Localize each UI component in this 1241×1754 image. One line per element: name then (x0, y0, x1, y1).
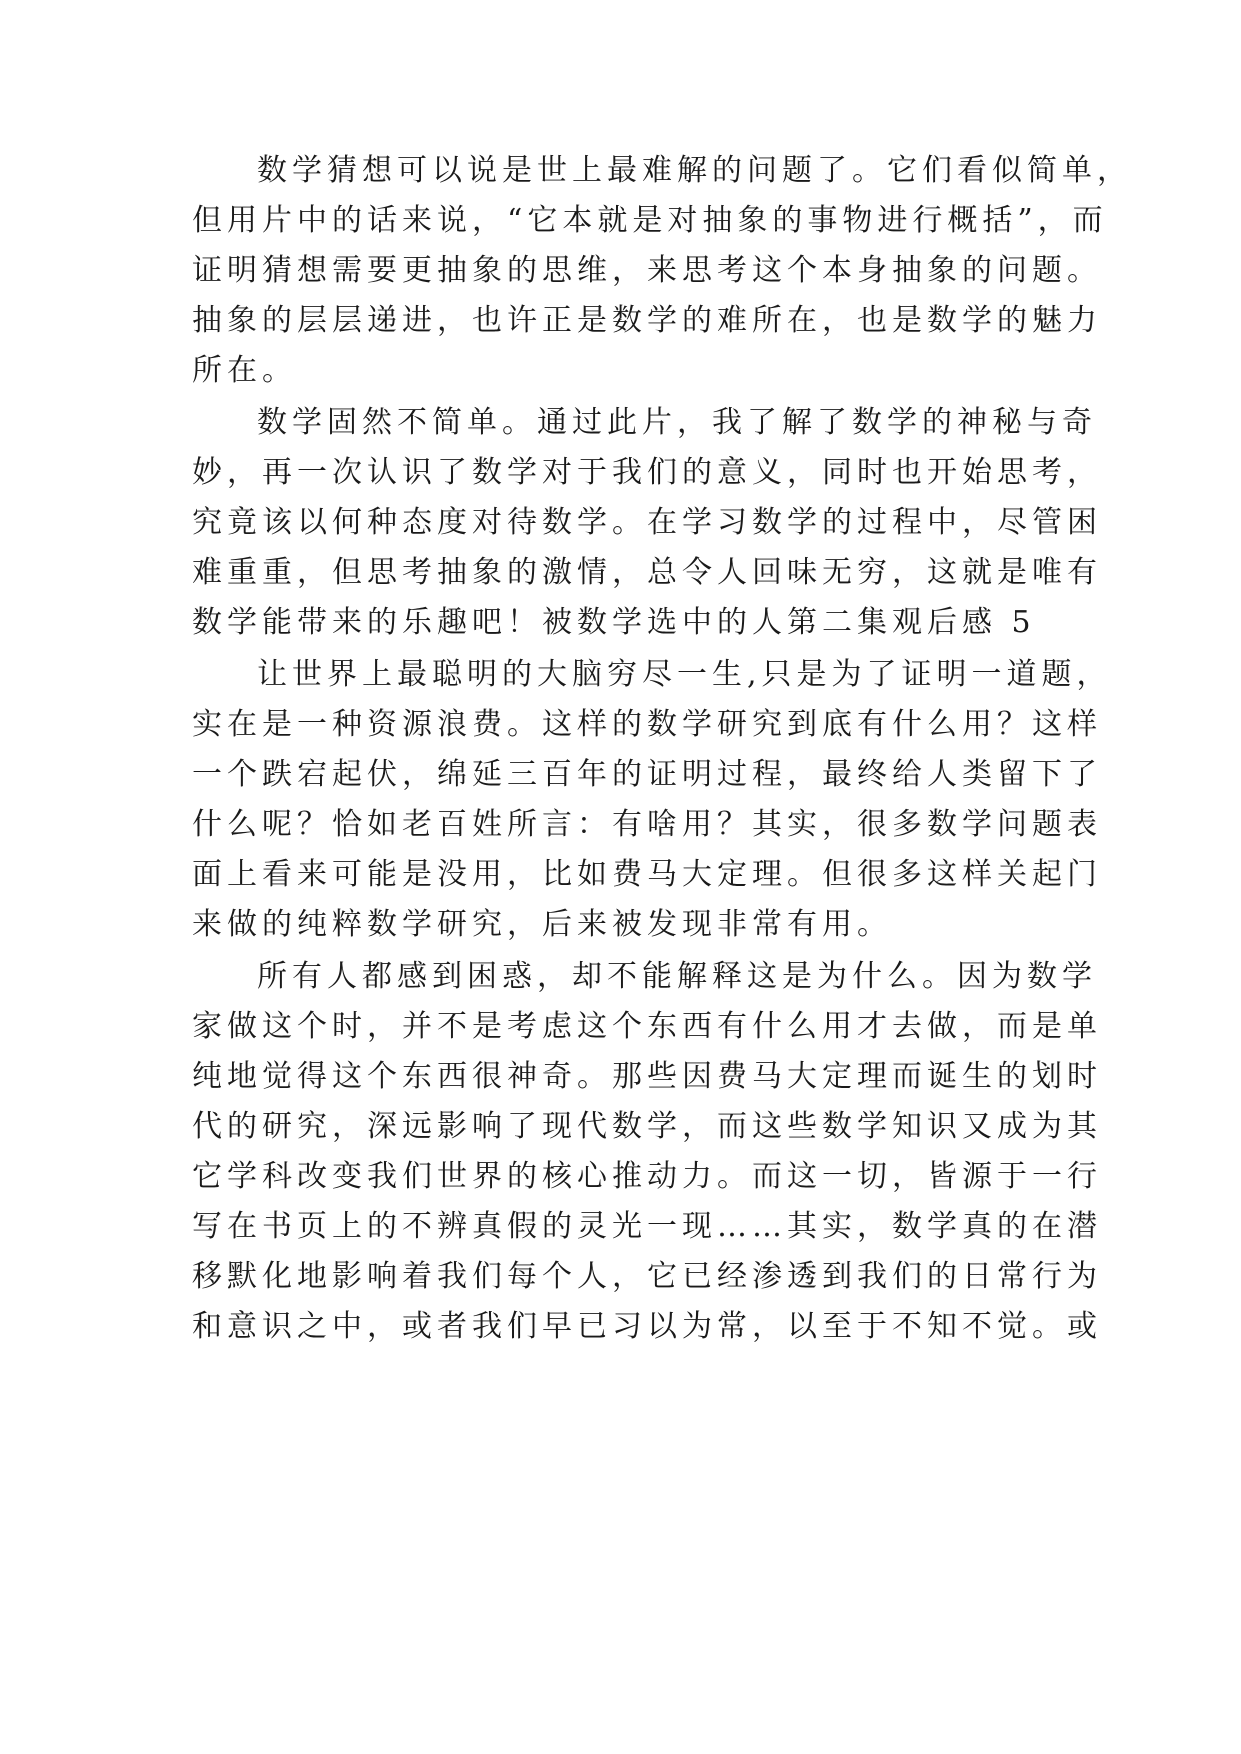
text-line: 来做的纯粹数学研究，后来被发现非常有用。 (192, 907, 892, 942)
text-line: 写在书页上的不辨真假的灵光一现……其实，数学真的在潜 (192, 1209, 1102, 1244)
text-line: 所有人都感到困惑，却不能解释这是为什么。因为数学 (257, 959, 1097, 994)
text-line: 实在是一种资源浪费。这样的数学研究到底有什么用？这样 (192, 707, 1102, 742)
text-line: 家做这个时，并不是考虑这个东西有什么用才去做，而是单 (192, 1009, 1102, 1044)
text-line: 它学科改变我们世界的核心推动力。而这一切，皆源于一行 (192, 1159, 1102, 1194)
text-line: 究竟该以何种态度对待数学。在学习数学的过程中，尽管困 (192, 505, 1102, 540)
text-line: 纯地觉得这个东西很神奇。那些因费马大定理而诞生的划时 (192, 1059, 1102, 1094)
text-line: 和意识之中，或者我们早已习以为常，以至于不知不觉。或 (192, 1309, 1102, 1344)
text-line: 移默化地影响着我们每个人，它已经渗透到我们的日常行为 (192, 1259, 1102, 1294)
text-line: 什么呢？恰如老百姓所言：有啥用？其实，很多数学问题表 (192, 807, 1102, 842)
text-line: 数学猜想可以说是世上最难解的问题了。它们看似简单， (257, 153, 1132, 188)
text-line: 难重重，但思考抽象的激情，总令人回味无穷，这就是唯有 (192, 555, 1102, 590)
text-line: 数学能带来的乐趣吧！被数学选中的人第二集观后感 5 (192, 605, 1036, 640)
text-line: 面上看来可能是没用，比如费马大定理。但很多这样关起门 (192, 857, 1102, 892)
text-line: 但用片中的话来说，“它本就是对抽象的事物进行概括”，而 (192, 203, 1108, 238)
text-line: 抽象的层层递进，也许正是数学的难所在，也是数学的魅力 (192, 303, 1102, 338)
text-line: 一个跌宕起伏，绵延三百年的证明过程，最终给人类留下了 (192, 757, 1102, 792)
text-line: 数学固然不简单。通过此片，我了解了数学的神秘与奇 (257, 405, 1097, 440)
text-line: 妙，再一次认识了数学对于我们的意义，同时也开始思考， (192, 455, 1102, 490)
text-line: 所在。 (192, 353, 297, 388)
text-line: 让世界上最聪明的大脑穷尽一生,只是为了证明一道题， (257, 657, 1112, 692)
text-line: 代的研究，深远影响了现代数学，而这些数学知识又成为其 (192, 1109, 1102, 1144)
text-line: 证明猜想需要更抽象的思维，来思考这个本身抽象的问题。 (192, 253, 1102, 288)
